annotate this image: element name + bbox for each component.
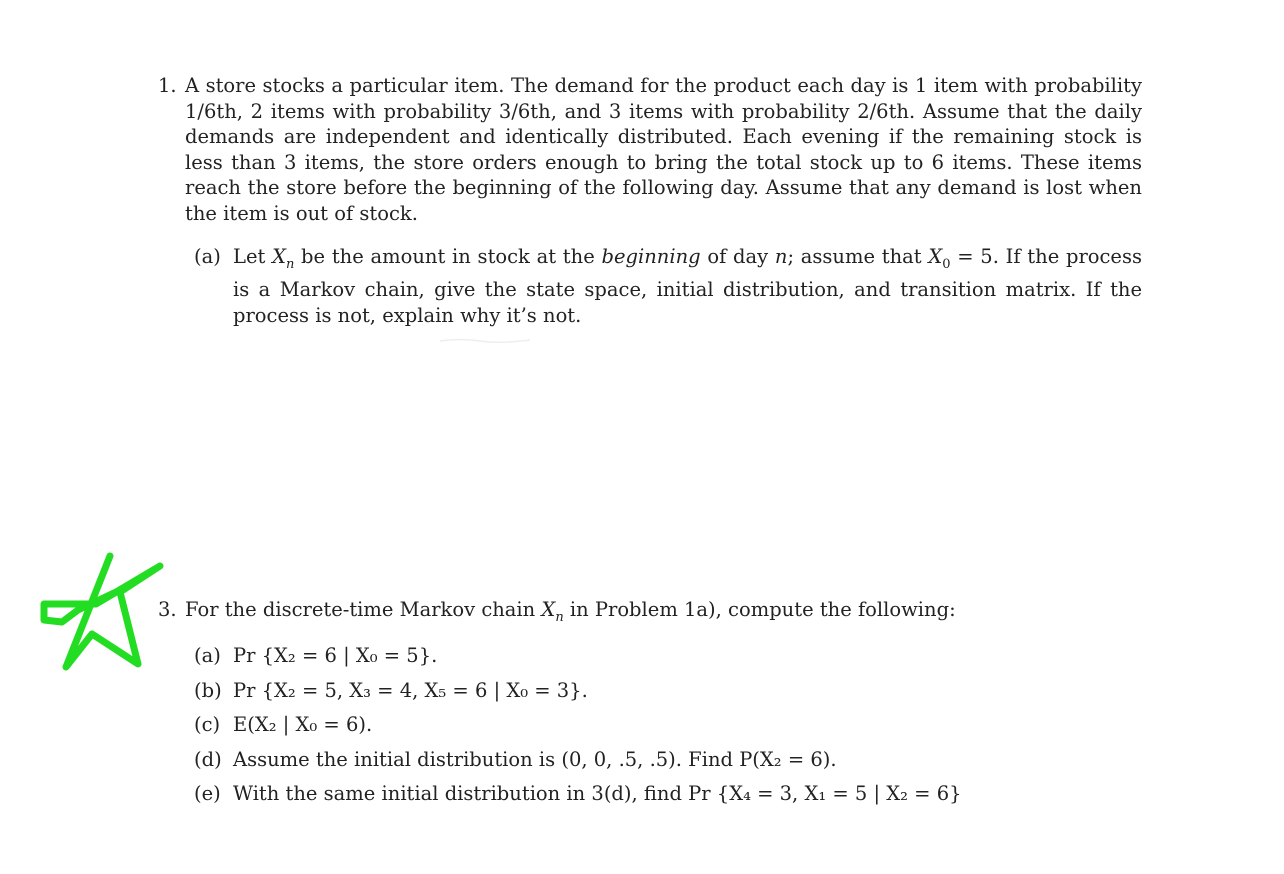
part-a-emph: beginning xyxy=(601,244,701,268)
part-a-mid3: ; assume that xyxy=(787,244,929,268)
part-text: E(X₂ | X₀ = 6). xyxy=(233,713,373,737)
problem-1 xyxy=(158,73,1142,328)
intro-var-n: n xyxy=(555,609,564,625)
part-a-label: (a) xyxy=(194,244,221,268)
part-a-mid2: of day xyxy=(700,244,775,268)
intro-var-x: X xyxy=(541,598,556,621)
var-day-n: n xyxy=(774,244,788,268)
problem-3-part-a xyxy=(158,639,1142,673)
part-label: (e) xyxy=(194,782,221,806)
intro-post: in Problem 1a), compute the following: xyxy=(563,598,956,621)
var-n: n xyxy=(285,256,295,272)
problem-3-part-c xyxy=(158,708,1142,742)
problem-3 xyxy=(158,597,1142,811)
problem-3-parts xyxy=(158,639,1142,811)
part-text: Pr {X₂ = 5, X₃ = 4, X₅ = 6 | X₀ = 3}. xyxy=(233,678,588,702)
part-label: (c) xyxy=(194,713,221,737)
part-label: (b) xyxy=(194,678,222,702)
intro-pre: For the discrete-time Markov chain xyxy=(185,598,542,621)
problem-1-number: 1. xyxy=(158,74,177,97)
problem-1-text: A store stocks a particular item. The demand for the product each day is 1 item with probability 1/6th, 2 items with probability 3/6th, and 3 items with probability 2/6th. Assume that the daily demands are independent and identically distributed. Each evening if the remaining stock is less than 3 items, the store orders enough to bring the total stock up to 6 items. These items reach the store before the beginning of the following day. Assume that any demand is lost when the item is out of stock. xyxy=(185,74,1142,225)
part-a-rest: = 5. If the process is a Markov chain, give the state space, initial distribution, and transition matrix. If the process is not, explain why it’s not. xyxy=(233,244,1142,327)
problem-3-part-b xyxy=(158,674,1142,708)
var-x: X xyxy=(272,244,286,268)
problem-3-number: 3. xyxy=(158,598,177,621)
part-text: Assume the initial distribution is (0, 0, .5, .5). Find P(X₂ = 6). xyxy=(233,747,837,771)
part-text: Pr {X₂ = 6 | X₀ = 5}. xyxy=(233,644,438,668)
faint-smudge xyxy=(420,335,550,345)
problem-1-part-a xyxy=(158,244,1142,329)
part-a-pre: Let xyxy=(233,244,273,268)
part-label: (d) xyxy=(194,747,222,771)
problem-3-part-d xyxy=(158,743,1142,777)
problem-3-intro xyxy=(185,597,1142,630)
green-star-annotation-icon xyxy=(38,552,164,672)
part-label: (a) xyxy=(194,644,221,668)
part-a-text xyxy=(233,244,1142,329)
var-x0: X xyxy=(928,244,943,268)
part-text: With the same initial distribution in 3(d), find Pr {X₄ = 3, X₁ = 5 | X₂ = 6} xyxy=(233,782,962,806)
var-x0-sub: 0 xyxy=(942,256,951,272)
problem-3-part-e xyxy=(158,777,1142,811)
part-a-mid1: be the amount in stock at the xyxy=(294,244,602,268)
